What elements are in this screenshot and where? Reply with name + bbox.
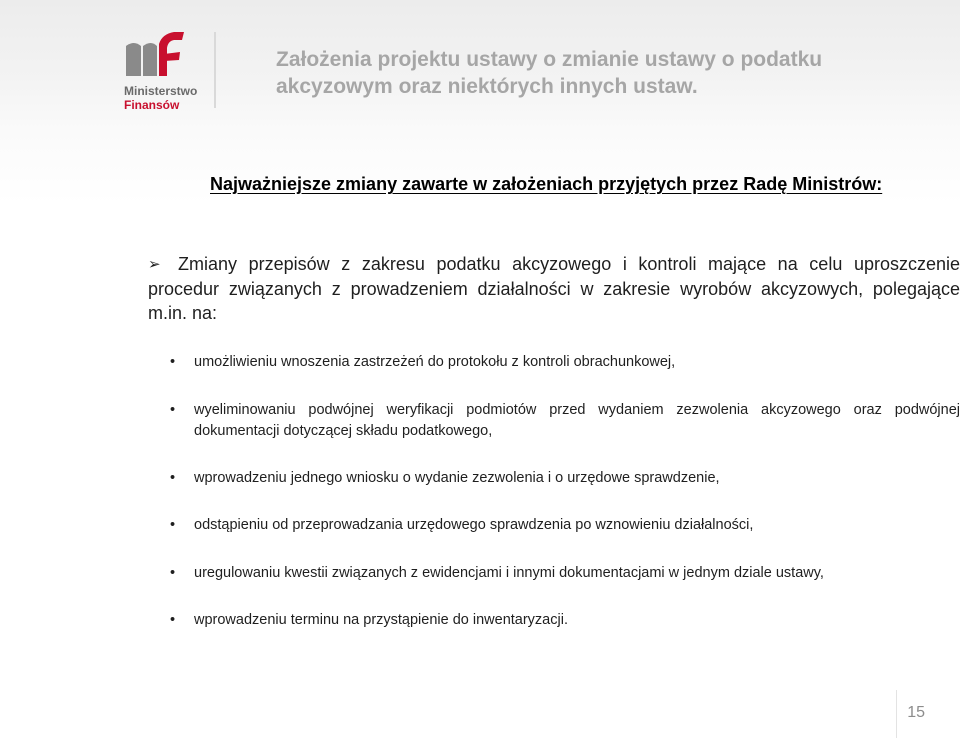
- main-point: [148, 252, 960, 325]
- bullet-dot-icon: •: [170, 402, 176, 418]
- list-item-text: uregulowaniu kwestii związanych z ewidencjami i innymi dokumentacjami w jednym dziale ustawy,: [194, 565, 824, 581]
- bullet-dot-icon: •: [170, 565, 176, 581]
- logo-text-ministerstwo: Ministerstwo: [124, 84, 198, 98]
- list-item: [148, 352, 960, 373]
- mf-logo-mark-icon: [124, 30, 188, 80]
- list-item: [148, 468, 960, 489]
- bullet-dot-icon: •: [170, 517, 176, 533]
- list-item: [148, 400, 960, 442]
- arrow-bullet-icon: ➢: [148, 256, 161, 273]
- list-item-text: wprowadzeniu jednego wniosku o wydanie zezwolenia i o urzędowe sprawdzenie,: [194, 470, 720, 486]
- list-item: [148, 515, 960, 536]
- main-point-text: Zmiany przepisów z zakresu podatku akcyzowego i kontroli mające na celu uproszczenie procedur związanych z prowadzeniem działalności w zakresie wyrobów akcyzowych, polegające m.in. na:: [148, 254, 960, 323]
- list-item-text: odstąpieniu od przeprowadzania urzędowego sprawdzenia po wznowieniu działalności,: [194, 517, 754, 533]
- logo-text-finansow: Finansów: [124, 98, 180, 112]
- slide-subtitle: Najważniejsze zmiany zawarte w założeniach przyjętych przez Radę Ministrów:: [210, 174, 883, 194]
- slide-title: Założenia projektu ustawy o zmianie ustawy o podatku akcyzowym oraz niektórych innych ustaw.: [276, 48, 823, 98]
- list-item: [148, 610, 960, 631]
- ministry-logo: [118, 30, 218, 114]
- list-item: [148, 563, 960, 584]
- list-item-text: wyeliminowaniu podwójnej weryfikacji podmiotów przed wydaniem zezwolenia akcyzowego oraz podwójnej dokumentacji dotyczącej składu podatkowego,: [194, 402, 960, 439]
- bullet-dot-icon: •: [170, 354, 176, 370]
- bullet-dot-icon: •: [170, 612, 176, 628]
- page-number: 15: [907, 704, 925, 721]
- header-divider: [214, 32, 216, 108]
- list-item-text: wprowadzeniu terminu na przystąpienie do inwentaryzacji.: [194, 612, 568, 628]
- page-number-box: [896, 690, 947, 738]
- bullet-dot-icon: •: [170, 470, 176, 486]
- list-item-text: umożliwieniu wnoszenia zastrzeżeń do protokołu z kontroli obrachunkowej,: [194, 354, 676, 370]
